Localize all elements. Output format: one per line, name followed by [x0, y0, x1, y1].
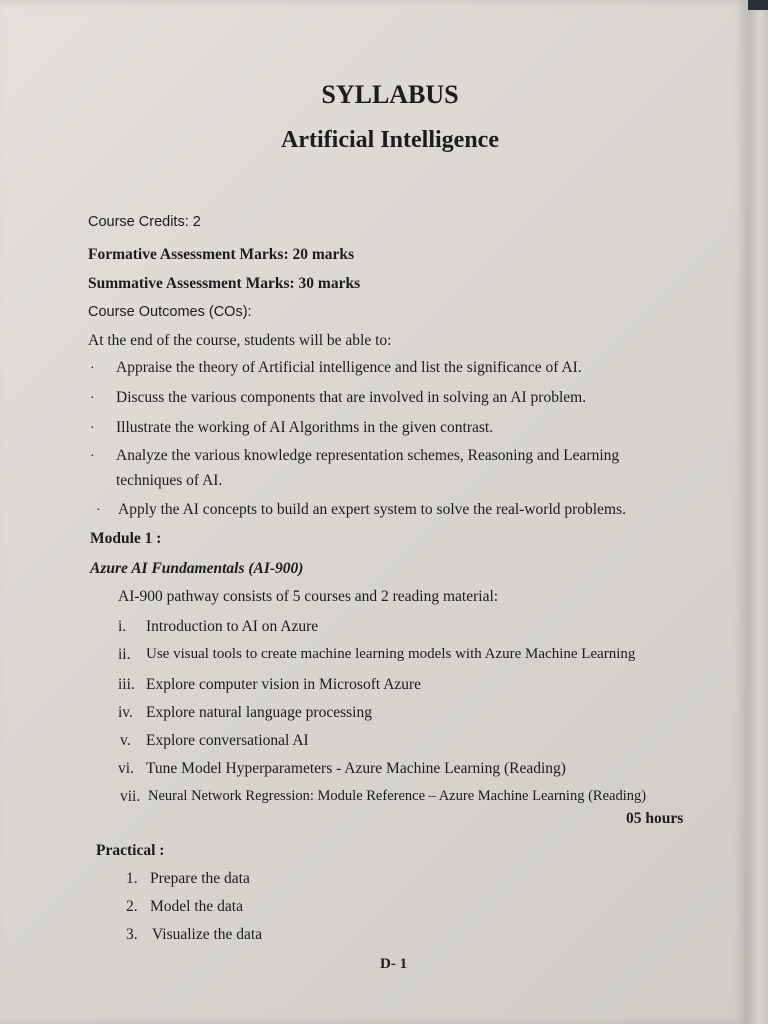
bullet-icon: · — [90, 421, 95, 436]
bullet-icon: · — [96, 503, 101, 518]
course-outcomes-heading: Course Outcomes (COs): — [88, 304, 252, 320]
outcomes-intro: At the end of the course, students will be able to: — [88, 332, 392, 349]
page-title: SYLLABUS — [321, 80, 459, 109]
course-credits: Course Credits: 2 — [88, 214, 201, 230]
bullet-icon: · — [90, 391, 95, 406]
module-hours: 05 hours — [626, 810, 684, 827]
page-edge — [748, 10, 768, 1024]
page-number: D- 1 — [380, 956, 408, 972]
practical-heading: Practical : — [96, 842, 165, 859]
module-heading: Module 1 : — [90, 530, 162, 547]
module-title: Azure AI Fundamentals (AI-900) — [90, 560, 304, 577]
pathway-intro: AI-900 pathway consists of 5 courses and 2 reading material: — [118, 588, 499, 605]
bullet-icon: · — [90, 449, 95, 464]
course-title: Artificial Intelligence — [281, 127, 499, 153]
bullet-icon: · — [90, 361, 95, 376]
summative-marks: Summative Assessment Marks: 30 marks — [88, 275, 361, 292]
formative-marks: Formative Assessment Marks: 20 marks — [88, 246, 355, 263]
